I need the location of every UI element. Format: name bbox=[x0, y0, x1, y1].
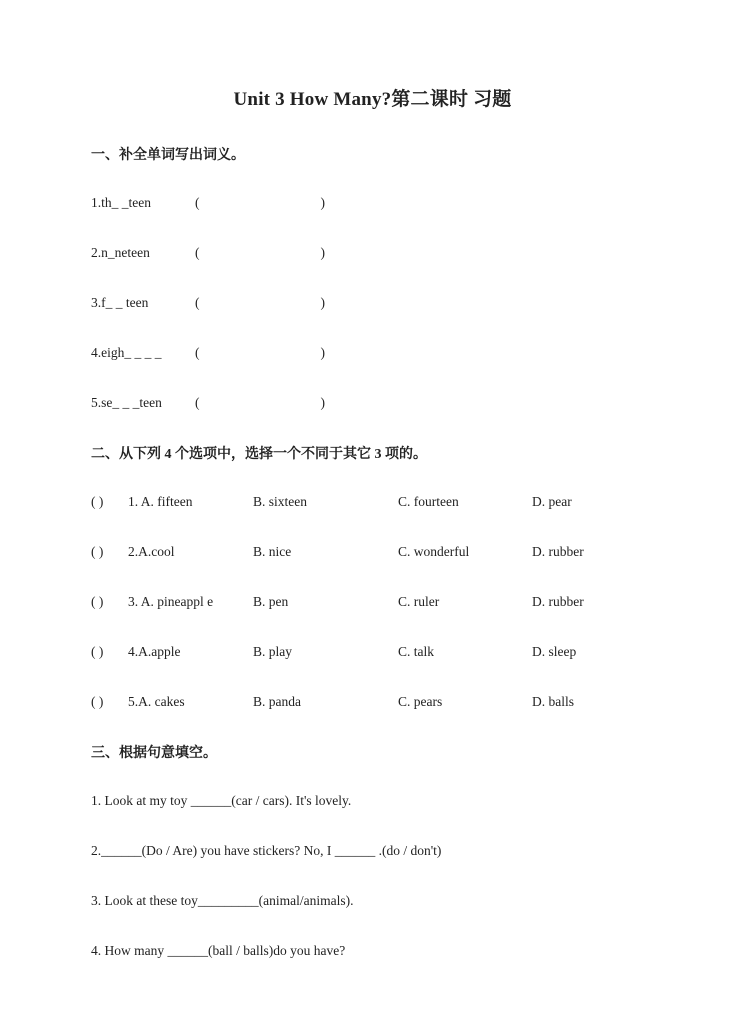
fill-blank-item: 4. How many ______(ball / balls)do you have? bbox=[91, 943, 346, 958]
fill-blank-item: 3. Look at these toy_________(animal/animals). bbox=[91, 893, 354, 908]
mc-question bbox=[91, 594, 584, 610]
option-c: C. fourteen bbox=[398, 494, 459, 509]
option-b: B. nice bbox=[253, 544, 292, 559]
mc-question bbox=[91, 694, 574, 710]
answer-bracket: ( ) bbox=[91, 544, 104, 559]
option-a: 1. A. fifteen bbox=[128, 494, 193, 509]
answer-bracket: ( ) bbox=[91, 644, 104, 659]
vocab-item bbox=[91, 395, 325, 411]
page-title: Unit 3 How Many?第二课时 习题 bbox=[233, 89, 512, 110]
option-d: D. sleep bbox=[532, 644, 577, 659]
option-b: B. pen bbox=[253, 594, 289, 609]
vocab-item bbox=[91, 195, 325, 211]
fill-blank-item: 2.______(Do / Are) you have stickers? No, I ______ .(do / don't) bbox=[91, 843, 442, 858]
answer-parentheses: ( ) bbox=[195, 345, 325, 360]
answer-parentheses: ( ) bbox=[195, 395, 325, 410]
mc-question bbox=[91, 544, 584, 560]
section-heading-2: 二、从下列 4 个选项中，选择一个不同于其它 3 项的。 bbox=[91, 447, 427, 462]
answer-parentheses: ( ) bbox=[195, 195, 325, 210]
vocab-word: 1.th_ _teen bbox=[91, 195, 151, 210]
option-a: 2.A.cool bbox=[128, 544, 175, 559]
option-b: B. panda bbox=[253, 694, 301, 709]
vocab-word: 3.f_ _ teen bbox=[91, 295, 149, 310]
answer-bracket: ( ) bbox=[91, 494, 104, 509]
mc-question bbox=[91, 494, 572, 510]
section-heading-1: 一、补全单词写出词义。 bbox=[91, 148, 245, 163]
option-a: 3. A. pineappl e bbox=[128, 594, 214, 609]
answer-bracket: ( ) bbox=[91, 594, 104, 609]
option-b: B. play bbox=[253, 644, 292, 659]
option-a: 4.A.apple bbox=[128, 644, 181, 659]
vocab-word: 2.n_neteen bbox=[91, 245, 150, 260]
option-b: B. sixteen bbox=[253, 494, 307, 509]
vocab-item bbox=[91, 345, 325, 361]
option-d: D. balls bbox=[532, 694, 574, 709]
mc-question bbox=[91, 644, 576, 660]
option-d: D. rubber bbox=[532, 594, 584, 609]
option-c: C. pears bbox=[398, 694, 443, 709]
option-c: C. wonderful bbox=[398, 544, 470, 559]
vocab-item bbox=[91, 245, 325, 261]
vocab-word: 4.eigh_ _ _ _ bbox=[91, 345, 162, 360]
option-c: C. ruler bbox=[398, 594, 440, 609]
option-c: C. talk bbox=[398, 644, 434, 659]
option-d: D. pear bbox=[532, 494, 572, 509]
answer-bracket: ( ) bbox=[91, 694, 104, 709]
vocab-item bbox=[91, 295, 325, 311]
section-heading-3: 三、根据句意填空。 bbox=[91, 746, 217, 761]
answer-parentheses: ( ) bbox=[195, 245, 325, 260]
answer-parentheses: ( ) bbox=[195, 295, 325, 310]
option-a: 5.A. cakes bbox=[128, 694, 185, 709]
option-d: D. rubber bbox=[532, 544, 584, 559]
vocab-word: 5.se_ _ _teen bbox=[91, 395, 162, 410]
fill-blank-item: 1. Look at my toy ______(car / cars). It's lovely. bbox=[91, 793, 352, 808]
